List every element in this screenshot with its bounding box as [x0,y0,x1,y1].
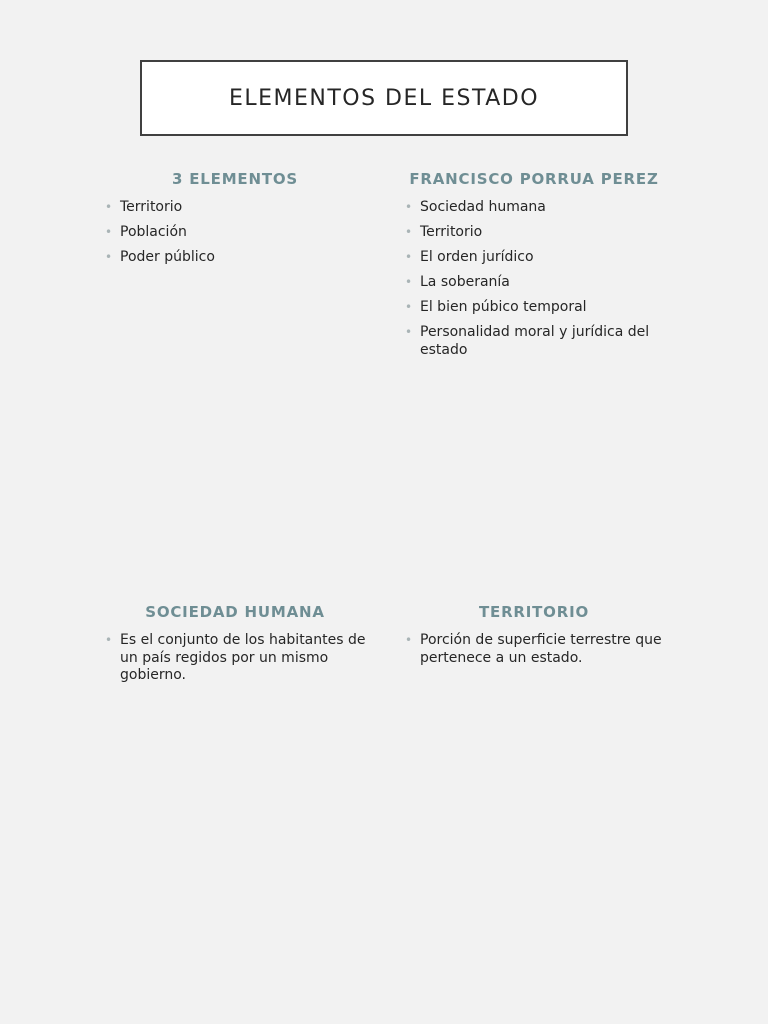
list-item-text: Porción de superficie terrestre que pertenece a un estado. [420,632,662,666]
list-item [405,224,675,242]
bullet-list [105,632,375,685]
list-item-text: Poder público [120,249,215,265]
list-item-text: Personalidad moral y jurídica del estado [420,324,650,358]
list-item [405,249,675,267]
section-heading: 3 ELEMENTOS [171,170,299,188]
bullet-icon: • [405,225,413,239]
list-item [105,249,375,267]
section-3-elementos [105,169,375,274]
list-item [405,324,675,359]
list-item [405,199,675,217]
bullet-list [405,199,675,359]
section-heading: TERRITORIO [478,603,590,621]
bullet-icon: • [405,250,413,264]
list-item [105,199,375,217]
list-item-text: Territorio [120,199,183,215]
bullet-icon: • [405,325,413,339]
section-sociedad-humana [105,602,375,692]
bullet-icon: • [405,200,413,214]
list-item [405,632,675,667]
list-item-text: El orden jurídico [420,249,534,265]
section-heading: SOCIEDAD HUMANA [145,603,325,621]
section-francisco-porrua-perez [405,169,675,367]
title-box [140,60,628,136]
section-heading: FRANCISCO PORRUA PEREZ [409,170,659,188]
list-item-text: Territorio [420,224,483,240]
bullet-icon: • [105,633,113,647]
list-item-text: Sociedad humana [420,199,546,215]
bullet-icon: • [405,300,413,314]
bullet-icon: • [105,250,113,264]
bullet-list [105,199,375,267]
page-title: ELEMENTOS DEL ESTADO [228,85,540,111]
list-item [105,632,375,685]
bullet-icon: • [105,200,113,214]
list-item-text: El bien púbico temporal [420,299,587,315]
list-item [105,224,375,242]
bullet-icon: • [405,633,413,647]
section-territorio [405,602,675,675]
list-item-text: Es el conjunto de los habitantes de un país regidos por un mismo gobierno. [120,632,366,683]
bullet-list [405,632,675,667]
list-item [405,299,675,317]
bullet-icon: • [105,225,113,239]
list-item-text: La soberanía [420,274,510,290]
list-item [405,274,675,292]
bullet-icon: • [405,275,413,289]
list-item-text: Población [120,224,187,240]
